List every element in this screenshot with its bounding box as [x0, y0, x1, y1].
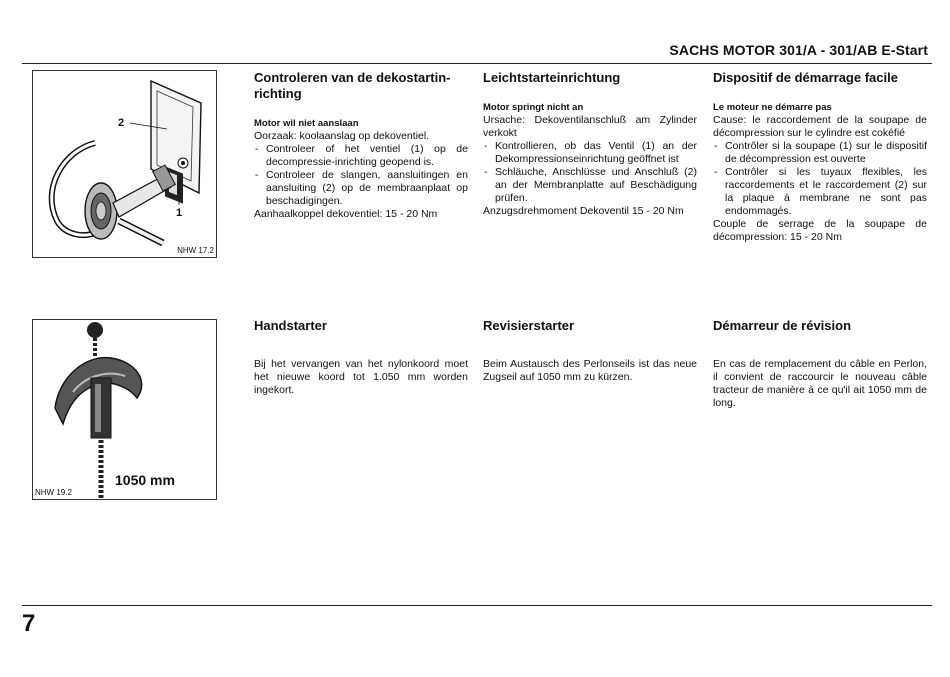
section2-french — [713, 318, 927, 410]
rope-length-label: 1050 mm — [115, 472, 175, 488]
cause-text: Ursache: Dekoventilanschluß am Zylinder verkokt — [483, 114, 697, 139]
section2-german — [483, 318, 697, 384]
callout-1: 1 — [176, 207, 183, 219]
section-title: Leichtstarteinrichtung — [483, 70, 621, 85]
list-item: - Controleer of het ventiel (1) op de decompressie-inrichting geopend is. — [254, 143, 468, 169]
manual-title: SACHS MOTOR 301/A - 301/AB E-Start — [669, 42, 928, 58]
torque-text: Couple de serrage de la soupape de décompression: 15 - 20 Nm — [713, 218, 927, 243]
list-item: - Contrôler si la soupape (1) sur le dispositif de décompression est ouverte — [713, 140, 927, 166]
cause-text: Cause: le raccordement de la soupape de décompression sur le cylindre est cokéfié — [713, 114, 927, 139]
section-title: Handstarter — [254, 318, 327, 333]
section-title: Revisierstarter — [483, 318, 575, 333]
header-rule — [22, 63, 932, 64]
check-list — [483, 140, 697, 205]
cause-text: Oorzaak: koolaanslag op dekoventiel. — [254, 130, 430, 142]
check-list — [254, 143, 468, 208]
decompression-valve-illustration — [33, 71, 216, 257]
section-title: Controleren van de dekostartin-richting — [254, 70, 451, 101]
section-body: En cas de remplacement du câble en Perlon, il convient de raccourcir le nouveau câble tracteur de manière à ce qu'il ait 1050 mm de long. — [713, 358, 927, 409]
check-list — [713, 140, 927, 218]
section-subtitle: Le moteur ne démarre pas — [713, 102, 832, 113]
page-number: 7 — [22, 610, 36, 637]
section-body: Bij het vervangen van het nylonkoord moet het nieuwe koord tot 1.050 mm worden ingekort. — [254, 358, 468, 396]
section1-german — [483, 70, 697, 218]
list-item: - Kontrollieren, ob das Ventil (1) an der Dekompressionseinrichtung geöffnet ist — [483, 140, 697, 166]
figure-hand-starter — [32, 319, 217, 500]
list-item: - Controleer de slangen, aansluitingen en aansluiting (2) op de membraanplaat op beschadigingen. — [254, 169, 468, 208]
section1-dutch — [254, 70, 468, 221]
section-subtitle: Motor wil niet aanslaan — [254, 118, 359, 129]
figure-label: NHW 17.2 — [177, 246, 214, 255]
list-item: - Contrôler si les tuyaux flexibles, les raccordements et le raccordement (2) sur la plaque à membrane ne sont pas endommagés. — [713, 166, 927, 218]
footer-rule — [22, 605, 932, 606]
section1-french — [713, 70, 927, 244]
callout-2: 2 — [118, 117, 125, 129]
torque-text: Anzugsdrehmoment Dekoventil 15 - 20 Nm — [483, 205, 684, 217]
section-title: Dispositif de démarrage facile — [713, 70, 898, 85]
section2-dutch — [254, 318, 468, 397]
figure-label: NHW 19.2 — [35, 488, 72, 497]
torque-text: Aanhaalkoppel dekoventiel: 15 - 20 Nm — [254, 208, 438, 220]
section-subtitle: Motor springt nicht an — [483, 102, 584, 113]
section-body: Beim Austausch des Perlonseils ist das neue Zugseil auf 1050 mm zu kürzen. — [483, 358, 697, 383]
list-item: - Schläuche, Anschlüsse und Anschluß (2) an der Membranplatte auf Beschädigung prüfen. — [483, 166, 697, 205]
section-title: Démarreur de révision — [713, 318, 852, 333]
figure-decompression-valve — [32, 70, 217, 258]
